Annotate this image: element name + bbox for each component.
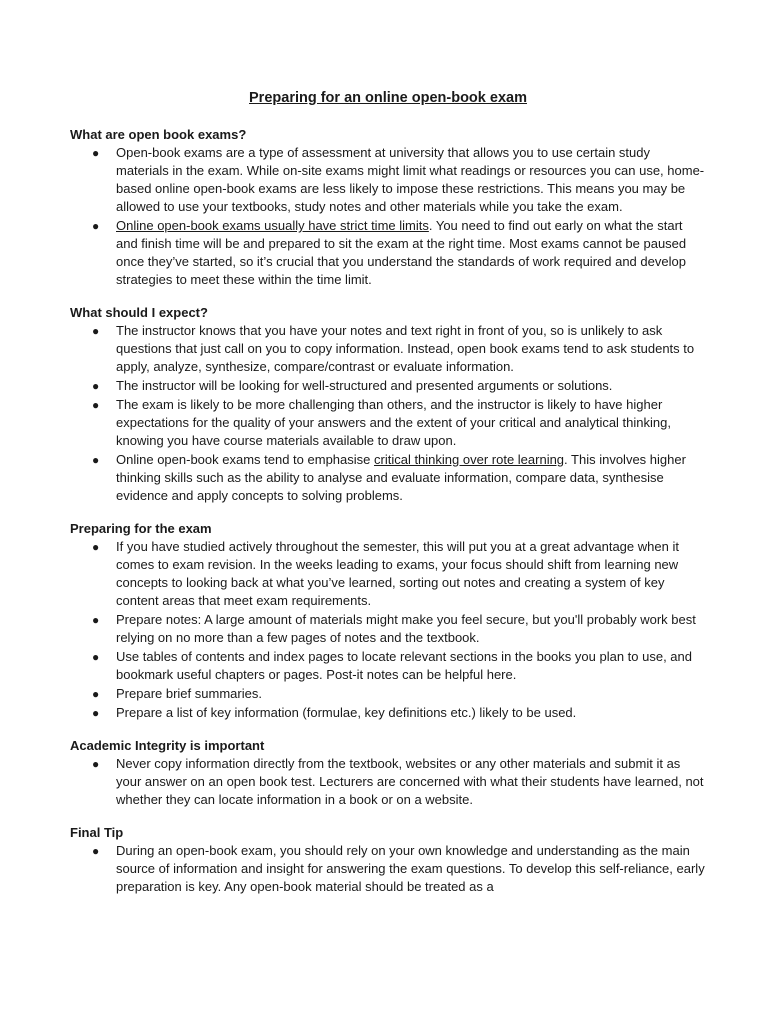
item-text: . This involves higher thinking skills such as the ability to analyse and evaluate information, compare data, synthesise evidence and apply concepts to solving problems.	[116, 452, 686, 503]
bullet-list	[70, 322, 706, 505]
bullet-icon: ●	[92, 379, 100, 393]
item-text: . You need to find out early on what the start and finish time will be and prepared to sit the exam at the right time. Most exams cannot be paused once they’ve started, so it’s crucial that you understand the standards of work required and develop strategies to meet these within the time limit.	[116, 218, 687, 287]
list-item	[70, 685, 706, 703]
bullet-list	[70, 842, 706, 896]
bullet-list	[70, 538, 706, 722]
bullet-icon: ●	[92, 453, 100, 467]
section	[70, 304, 706, 505]
section-heading: Final Tip	[70, 825, 124, 840]
item-underlined-text: critical thinking over rote learning	[374, 452, 565, 467]
bullet-list	[70, 144, 706, 289]
item-underlined-text: Online open-book exams usually have strict time limits	[116, 218, 429, 233]
item-text: Use tables of contents and index pages to locate relevant sections in the books you plan to use, and bookmark useful chapters or pages. Post-it notes can be helpful here.	[116, 649, 692, 682]
section	[70, 824, 706, 896]
bullet-icon: ●	[92, 613, 100, 627]
item-text: Prepare a list of key information (formulae, key definitions etc.) likely to be used.	[116, 705, 577, 720]
item-text: The instructor will be looking for well-structured and presented arguments or solutions.	[116, 378, 613, 393]
item-text: If you have studied actively throughout the semester, this will put you at a great advantage when it comes to exam revision. In the weeks leading to exams, your focus should shift from learning new concepts to looking back at what you’ve learned, sorting out notes and creating a system of key content areas that meet exam requirements.	[116, 539, 679, 608]
bullet-icon: ●	[92, 146, 100, 160]
item-text: Prepare notes: A large amount of materials might make you feel secure, but you'll probably work best relying on no more than a few pages of notes and the textbook.	[116, 612, 696, 645]
item-text: Open-book exams are a type of assessment at university that allows you to use certain study materials in the exam. While on-site exams might limit what readings or resources you can use, home-based online open-book exams are less likely to impose these restrictions. This means you may be allowed to use your textbooks, study notes and other materials while you take the exam.	[116, 145, 705, 214]
bullet-icon: ●	[92, 219, 100, 233]
bullet-icon: ●	[92, 706, 100, 720]
item-text: Online open-book exams tend to emphasise	[116, 452, 374, 467]
bullet-icon: ●	[92, 650, 100, 664]
section	[70, 520, 706, 722]
section-heading: Academic Integrity is important	[70, 738, 265, 753]
item-text: During an open-book exam, you should rely on your own knowledge and understanding as the main source of information and insight for answering the exam questions. To develop this self-reliance, early preparation is key. Any open-book material should be treated as a	[116, 843, 705, 894]
bullet-icon: ●	[92, 324, 100, 338]
list-item	[70, 704, 706, 722]
list-item	[70, 451, 706, 505]
list-item	[70, 755, 706, 809]
section	[70, 126, 706, 289]
document-title: Preparing for an online open-book exam	[249, 90, 527, 106]
item-text: Prepare brief summaries.	[116, 686, 262, 701]
section-heading: Preparing for the exam	[70, 521, 212, 536]
item-text: Never copy information directly from the textbook, websites or any other materials and submit it as your answer on an open book test. Lecturers are concerned with what their students have learned, not whether they can locate information in a book or on a website.	[116, 756, 704, 807]
bullet-icon: ●	[92, 757, 100, 771]
bullet-icon: ●	[92, 844, 100, 858]
list-item	[70, 842, 706, 896]
list-item	[70, 144, 706, 216]
item-text: The exam is likely to be more challenging than others, and the instructor is likely to have higher expectations for the quality of your answers and the extent of your critical and analytical thinking, knowing you have course materials available to draw upon.	[116, 397, 671, 448]
list-item	[70, 538, 706, 610]
bullet-list	[70, 755, 706, 809]
bullet-icon: ●	[92, 540, 100, 554]
section-heading: What should I expect?	[70, 305, 208, 320]
list-item	[70, 217, 706, 289]
list-item	[70, 648, 706, 684]
bullet-icon: ●	[92, 398, 100, 412]
list-item	[70, 322, 706, 376]
section-heading: What are open book exams?	[70, 127, 247, 142]
list-item	[70, 377, 706, 395]
bullet-icon: ●	[92, 687, 100, 701]
item-text: The instructor knows that you have your notes and text right in front of you, so is unlikely to ask questions that just call on you to copy information. Instead, open book exams tend to ask students to apply, analyze, synthesize, compare/contrast or evaluate information.	[116, 323, 695, 374]
list-item	[70, 611, 706, 647]
section	[70, 737, 706, 809]
list-item	[70, 396, 706, 450]
